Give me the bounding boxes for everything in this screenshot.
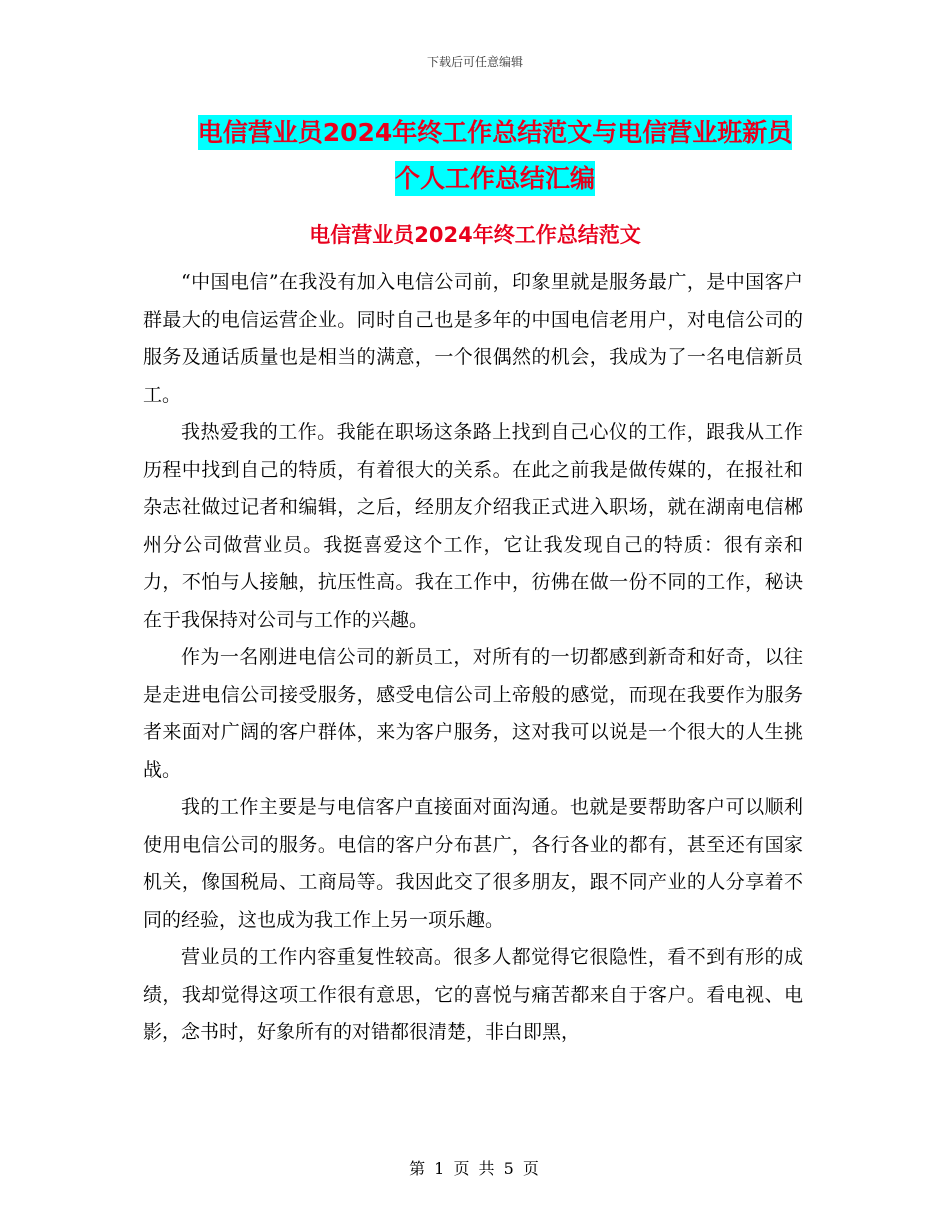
section-title: 电信营业员2024年终工作总结范文 xyxy=(309,223,641,247)
page-number-footer: 第 1 页 共 5 页 xyxy=(409,1159,541,1178)
title-line-1: 电信营业员2024年终工作总结范文与电信营业班新员 xyxy=(198,115,793,150)
paragraph: 营业员的工作内容重复性较高。很多人都觉得它很隐性，看不到有形的成绩，我却觉得这项工作很有意思，它的喜悦与痛苦都来自于客户。看电视、电影，念书时，好象所有的对错都很清楚，非白即黑， xyxy=(143,946,803,1043)
paragraph: 作为一名刚进电信公司的新员工，对所有的一切都感到新奇和好奇，以往是走进电信公司接受服务，感受电信公司上帝般的感觉，而现在我要作为服务者来面对广阔的客户群体，来为客户服务，这对我可以说是一个很大的人生挑战。 xyxy=(143,646,803,781)
document-title xyxy=(140,110,850,202)
document-body xyxy=(143,264,803,1052)
paragraph: 我的工作主要是与电信客户直接面对面沟通。也就是要帮助客户可以顺利使用电信公司的服务。电信的客户分布甚广，各行各业的都有，甚至还有国家机关，像国税局、工商局等。我因此交了很多朋友，跟不同产业的人分享着不同的经验，这也成为我工作上另一项乐趣。 xyxy=(143,796,803,931)
title-line-2: 个人工作总结汇编 xyxy=(395,161,595,196)
paragraph: 我热爱我的工作。我能在职场这条路上找到自己心仪的工作，跟我从工作历程中找到自己的特质，有着很大的关系。在此之前我是做传媒的，在报社和杂志社做过记者和编辑，之后，经朋友介绍我正式进入职场，就在湖南电信郴州分公司做营业员。我挺喜爱这个工作，它让我发现自己的特质：很有亲和力，不怕与人接触，抗压性高。我在工作中，彷佛在做一份不同的工作，秘诀在于我保持对公司与工作的兴趣。 xyxy=(143,421,803,631)
page-header-note: 下载后可任意编辑 xyxy=(426,55,523,69)
paragraph: “中国电信”在我没有加入电信公司前，印象里就是服务最广，是中国客户群最大的电信运营企业。同时自己也是多年的中国电信老用户，对电信公司的服务及通话质量也是相当的满意，一个很偶然的机会，我成为了一名电信新员工。 xyxy=(143,271,803,406)
